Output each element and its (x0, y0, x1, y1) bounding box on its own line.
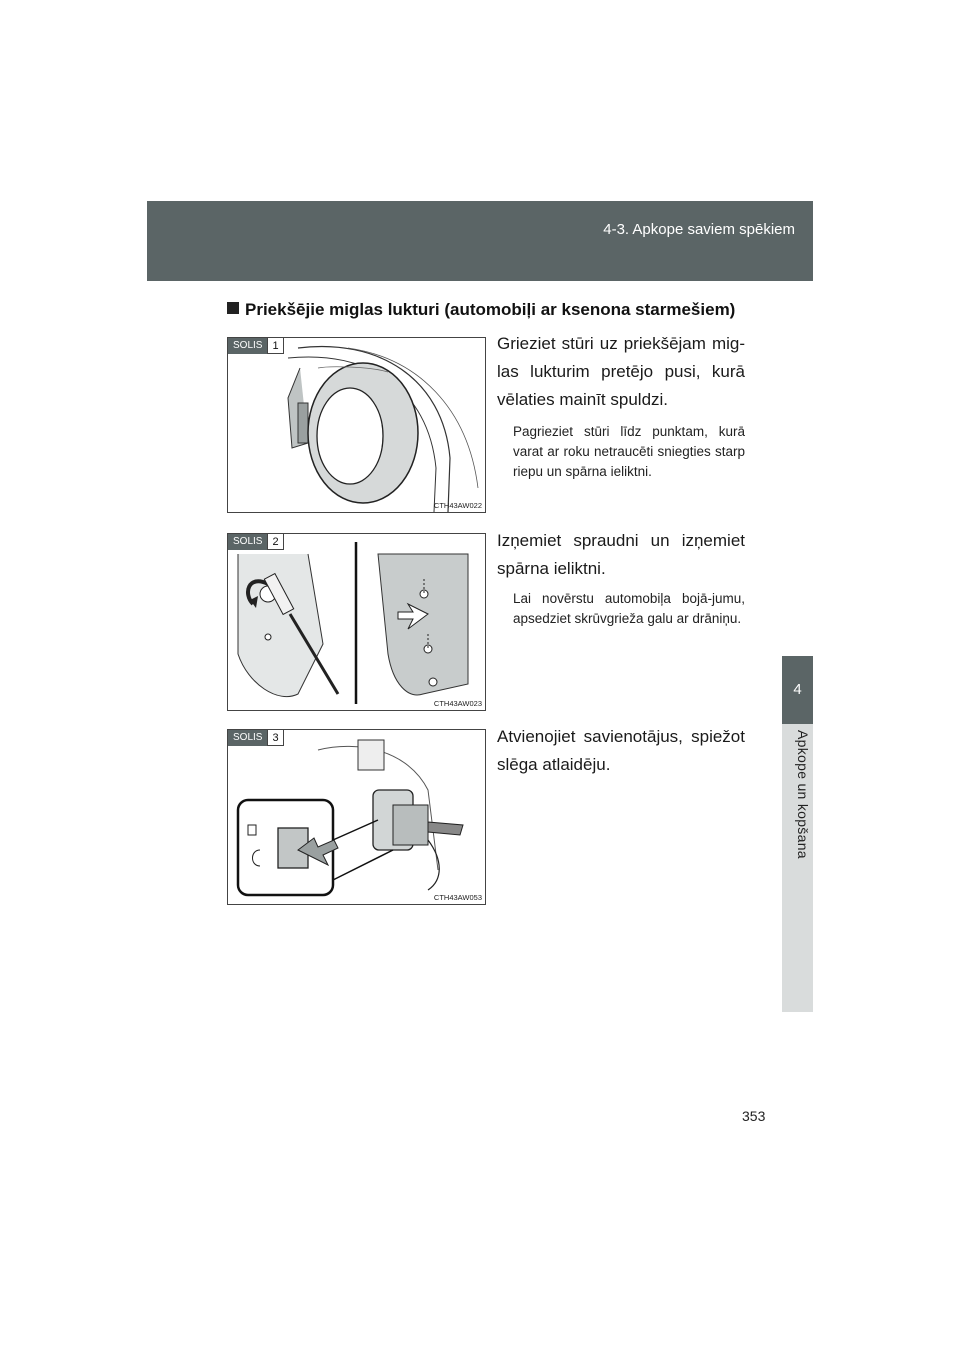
page-number: 353 (742, 1108, 766, 1124)
step-badge-word: SOLIS (228, 730, 267, 746)
step-badge-number: 1 (267, 338, 283, 354)
step-2-figure (227, 533, 486, 711)
step-3-figure (227, 729, 486, 905)
section-heading (227, 300, 735, 320)
step-2-main-text: Izņemiet spraudni un izņemiet spārna ieliktni. (497, 531, 745, 578)
step-badge (228, 730, 284, 746)
chapter-label-tab (782, 724, 813, 1012)
header-title: 4-3. Apkope saviem spēkiem (603, 221, 795, 238)
step-1-note-text: Pagrieziet stūri līdz punktam, kurā varat ar roku netraucēti sniegties starp riepu un spārna ieliktni. (513, 424, 745, 479)
figure-code: CTH43AW023 (433, 699, 482, 708)
step-3-main-text: Atvienojiet savienotājus, spiežot slēga atlaidēju. (497, 727, 745, 774)
step-badge (228, 338, 284, 354)
chapter-number-tab: 4 (782, 656, 813, 724)
figure-code: CTH43AW053 (433, 893, 482, 902)
step-badge-word: SOLIS (228, 534, 267, 550)
square-bullet-icon (227, 302, 239, 314)
section-heading-text: Priekšējie miglas lukturi (automobiļi ar ksenona starmešiem) (245, 300, 736, 319)
step-2-note-text: Lai novērstu automobiļa bojā-jumu, apsedziet skrūvgrieža galu ar drāniņu. (513, 591, 745, 626)
step-badge (228, 534, 284, 550)
step-badge-word: SOLIS (228, 338, 267, 354)
step-badge-number: 2 (267, 534, 283, 550)
step-1-figure (227, 337, 486, 513)
connector-release-illustration (228, 730, 485, 904)
step-1-main-text: Grieziet stūri uz priekšējam mig-las lukturim pretējo pusi, kurā vēlaties mainīt spuldzi. (497, 334, 745, 409)
tire-fender-illustration (228, 338, 485, 512)
chapter-label: Apkope un kopšana (795, 730, 811, 859)
step-badge-number: 3 (267, 730, 283, 746)
figure-code: CTH43AW022 (433, 501, 482, 510)
screwdriver-liner-illustration (228, 534, 485, 710)
header-band (147, 201, 813, 281)
